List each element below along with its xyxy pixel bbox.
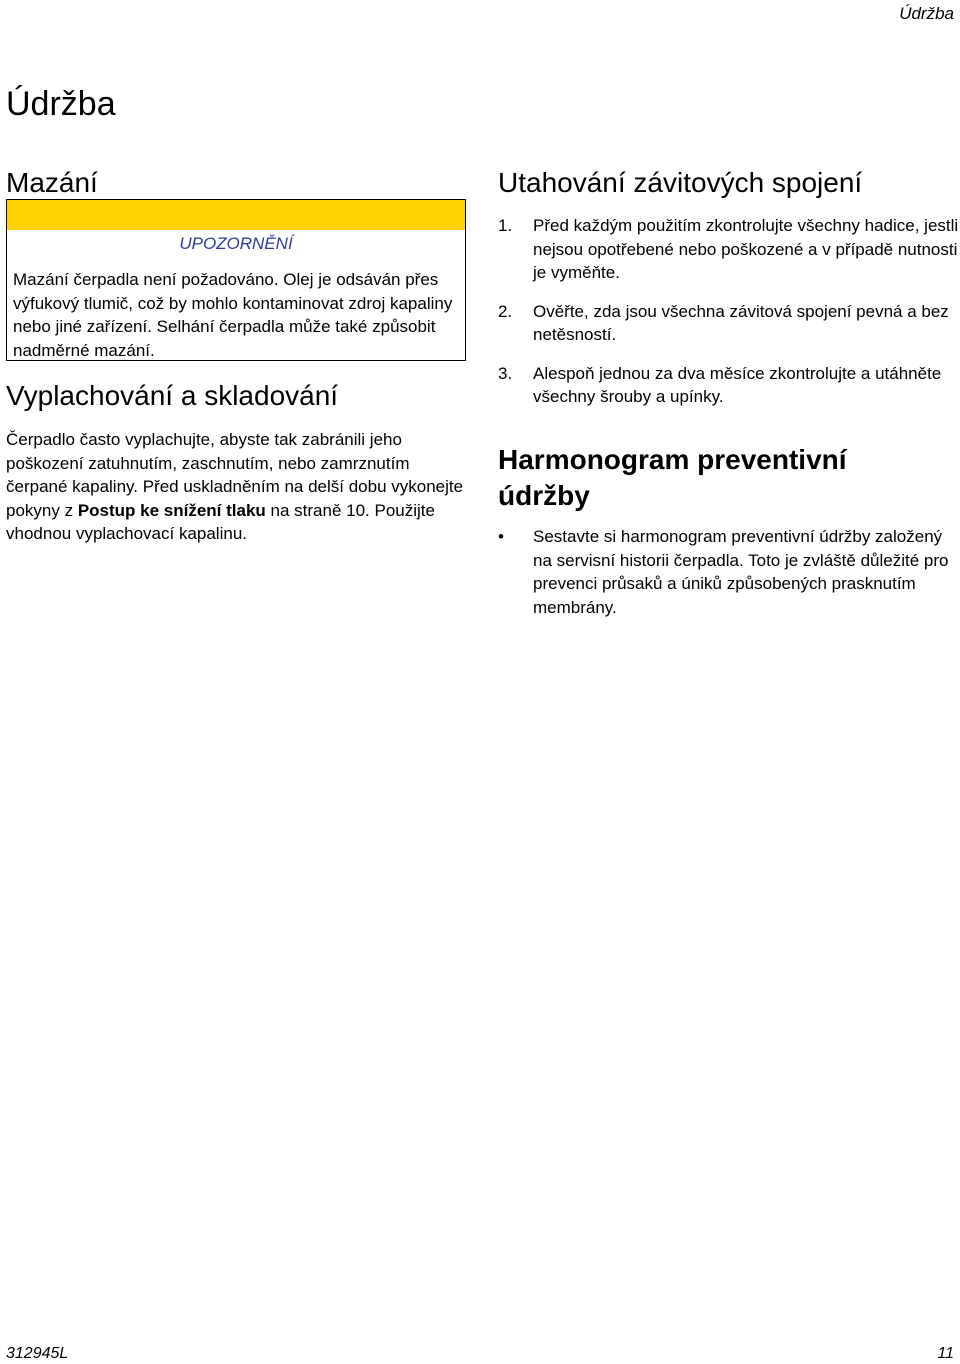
document-number: 312945L [6,1345,69,1362]
notice-text: Mazání čerpadla není požadováno. Olej je odsáván přes výfukový tlumič, což by mohlo kontaminovat zdroj kapaliny nebo jiné zařízení. Selhání čerpadla může také způsobit nadměrné mazání. [13,270,453,360]
step-number: 2. [498,301,513,321]
list-item [498,525,960,619]
pressure-relief-reference: Postup ke snížení tlaku [77,500,266,520]
bullet-icon: • [498,527,504,546]
section-heading-harmonogram-line2: údržby [498,480,590,511]
step-number: 1. [498,216,513,235]
vyplachovani-text-after: na straně 10. Použijte vhodnou vyplachovací kapalinu. [6,500,435,543]
section-heading-mazani: Mazání [6,167,98,198]
vyplachovani-text-before: Čerpadlo často vyplachujte, abyste tak zabránili jeho poškození zatuhnutím, zaschnutím, nebo zamrznutím čerpané kapaliny. Před uskladněním na delší dobu vykonejte pokyny z [6,430,464,520]
running-header: Údržba [899,4,954,23]
list-item [498,214,960,285]
notice-color-bar [7,200,465,230]
vyplachovani-paragraph [6,428,468,546]
step-text: Alespoň jednou za dva měsíce zkontrolujte a utáhněte všechny šrouby a upínky. [533,363,942,406]
step-text: Ověřte, zda jsou všechna závitová spojení pevná a bez netěsností. [533,301,949,344]
step-number: 3. [498,363,513,383]
step-text: Před každým použitím zkontrolujte všechny hadice, jestli nejsou opotřebené nebo poškozené a v případě nutnosti je vyměňte. [533,216,959,282]
page-number: 11 [937,1345,954,1362]
section-heading-vyplachovani: Vyplachování a skladování [6,380,339,411]
page-title: Údržba [6,85,116,123]
list-item [498,300,960,347]
bullet-text: Sestavte si harmonogram preventivní údržby založený na servisní historii čerpadla. Toto je zvláště důležité pro prevenci průsaků a úniků způsobených prasknutím membrány. [533,527,949,617]
section-heading-harmonogram-line1: Harmonogram preventivní [498,444,847,475]
notice-box [6,199,466,361]
notice-label: UPOZORNĚNÍ [179,234,293,253]
section-heading-utahovani: Utahování závitových spojení [498,167,863,198]
list-item [498,362,960,409]
steps-list [498,214,960,409]
